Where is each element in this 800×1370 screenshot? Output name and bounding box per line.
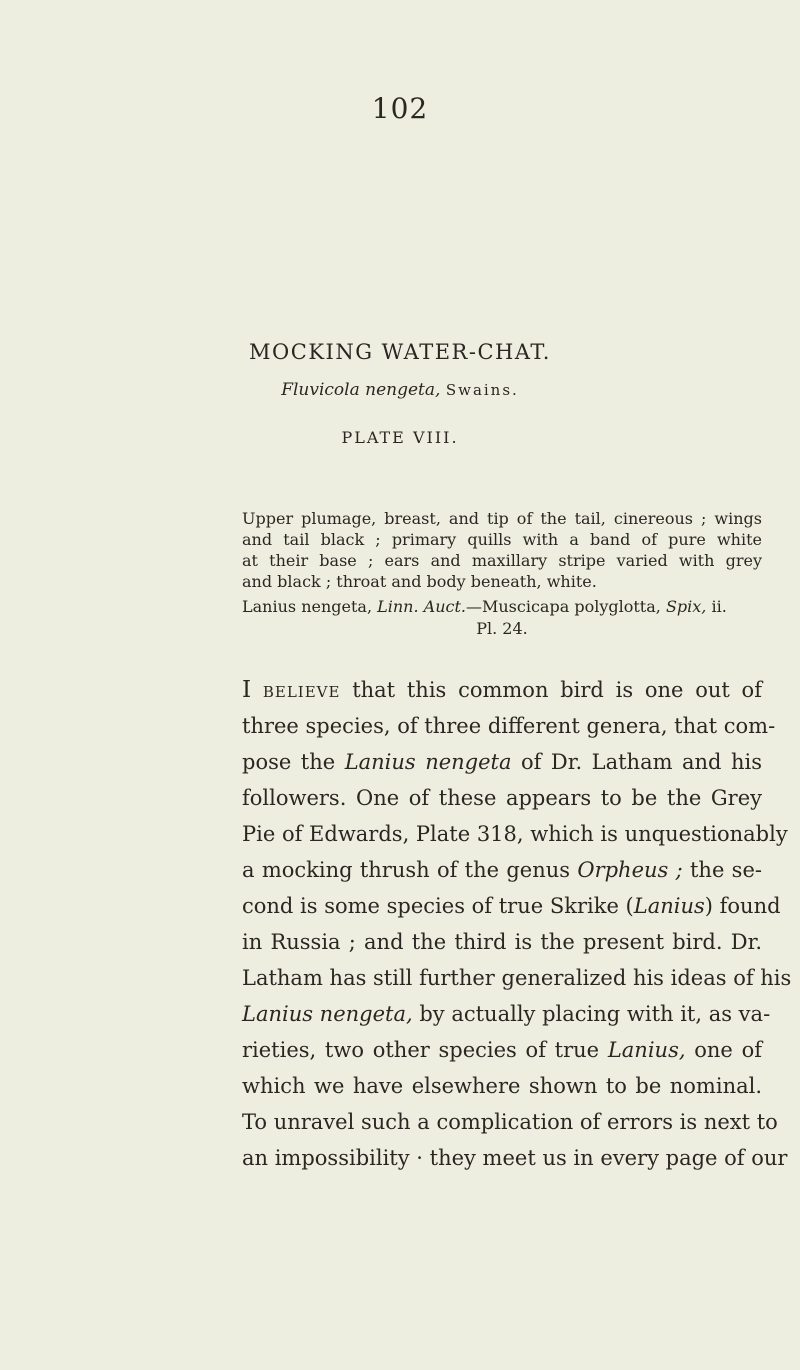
synonym-name: —Muscicapa polyglotta,	[465, 597, 661, 616]
body-text-span: the se-	[689, 858, 762, 882]
species-title: MOCKING WATER-CHAT.	[249, 340, 551, 364]
body-line	[242, 1032, 762, 1068]
body-text-span: a mocking thrush of the genus	[242, 858, 571, 882]
synonym-authority: Spix,	[665, 597, 707, 616]
synonymy	[242, 596, 762, 640]
description-line: Upper plumage, breast, and tip of the tail, cinereous ; wings	[242, 509, 762, 528]
synonym-authority: Linn. Auct.	[377, 597, 466, 616]
authority: Swains.	[445, 381, 519, 399]
body-line: in Russia ; and the third is the present bird. Dr.	[242, 930, 762, 954]
body-line	[242, 672, 762, 708]
synonym-reference: ii.	[711, 597, 727, 616]
description-line: and tail black ; primary quills with a band of pure white	[242, 530, 762, 549]
body-text-span: ) found	[704, 894, 781, 918]
body-line: Latham has still further generalized his ideas of his	[242, 966, 792, 990]
body-line: three species, of three different genera, that com-	[242, 714, 776, 738]
page-number: 102	[371, 92, 429, 125]
body-line	[242, 888, 781, 924]
plate-label: PLATE VIII.	[341, 428, 459, 447]
body-line	[242, 852, 762, 888]
body-line: an impossibility · they meet us in every page of our	[242, 1146, 788, 1170]
description-line: and black ; throat and body beneath, white.	[242, 572, 597, 591]
italic-name: Lanius nengeta,	[242, 1002, 413, 1026]
synonymy-line: Pl. 24.	[476, 619, 528, 638]
plumage-description	[242, 508, 762, 592]
body-text-span: one of	[694, 1038, 762, 1062]
italic-name: Lanius,	[607, 1038, 686, 1062]
synonym-name: Lanius nengeta,	[242, 597, 373, 616]
italic-name: Orpheus ;	[577, 858, 683, 882]
body-text-span: that this common bird is one out of	[352, 678, 762, 702]
body-line: followers. One of these appears to be the Grey	[242, 786, 762, 810]
drop-cap: I	[242, 677, 252, 703]
synonymy-line	[242, 596, 762, 618]
body-line: Pie of Edwards, Plate 318, which is unquestionably	[242, 822, 788, 846]
description-line: at their base ; ears and maxillary stripe varied with grey	[242, 551, 762, 570]
body-text-span: cond is some species of true Skrike (	[242, 894, 634, 918]
scientific-name: Fluvicola nengeta,	[281, 380, 441, 400]
body-line	[242, 996, 771, 1032]
body-line	[242, 744, 762, 780]
italic-name: Lanius nengeta	[344, 750, 512, 774]
body-line: which we have elsewhere shown to be nominal.	[242, 1074, 762, 1098]
body-text-span: rieties, two other species of true	[242, 1038, 600, 1062]
body-text-span: by actually placing with it, as va-	[419, 1002, 771, 1026]
body-line: To unravel such a complication of errors is next to	[242, 1110, 778, 1134]
body-paragraph	[242, 672, 792, 1176]
body-text-span: of Dr. Latham and his	[521, 750, 762, 774]
species-subtitle	[0, 380, 800, 400]
body-text-span: pose the	[242, 750, 336, 774]
small-caps-word: believe	[262, 678, 341, 702]
italic-name: Lanius	[633, 894, 705, 918]
